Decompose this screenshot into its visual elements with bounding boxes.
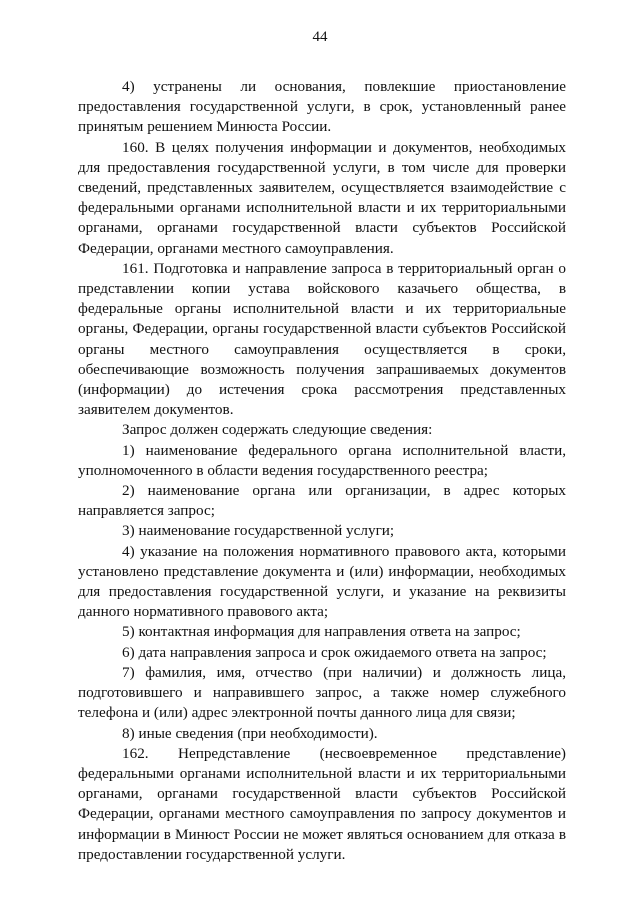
paragraph-160: 160. В целях получения информации и документов, необходимых для предоставления государственной услуги, в том числе для проверки сведений, представленных заявителем, осуществляется взаимодействие с федеральными органами исполнительной власти и их территориальными органами, органами государственной власти субъектов Российской Федерации, органами местного самоуправления. — [78, 138, 566, 257]
list-item-1: 1) наименование федерального органа исполнительной власти, уполномоченного в области ведения государственного реестра; — [78, 441, 566, 479]
paragraph-162: 162. Непредставление (несвоевременное представление) федеральными органами исполнительной власти и их территориальными органами, органами государственной власти субъектов Российской Федерации, органами местного самоуправления по запросу документов и информации в Минюст России не может являться основанием для отказа в предоставлении государственной услуги. — [78, 744, 566, 863]
list-item-4: 4) указание на положения нормативного правового акта, которыми установлено представление документа и (или) информации, необходимых для предоставления государственной услуги, и указание на реквизиты данного нормативного правового акта; — [78, 542, 566, 621]
paragraph-item-4-grounds: 4) устранены ли основания, повлекшие приостановление предоставления государственной услуги, в срок, установленный ранее принятым решением Минюста России. — [78, 78, 566, 136]
list-item-6: 6) дата направления запроса и срок ожидаемого ответа на запрос; — [122, 643, 547, 661]
list-item-5: 5) контактная информация для направления ответа на запрос; — [122, 623, 521, 641]
list-item-7: 7) фамилия, имя, отчество (при наличии) и должность лица, подготовившего и направившего запрос, а также номер служебного телефона и (или) адрес электронной почты данного лица для связи; — [78, 663, 566, 722]
list-item-8: 8) иные сведения (при необходимости). — [122, 724, 378, 742]
request-contents-heading: Запрос должен содержать следующие сведения: — [122, 421, 433, 439]
document-body — [78, 77, 566, 865]
paragraph-161: 161. Подготовка и направление запроса в территориальный орган о представлении копии устава войскового казачьего общества, в федеральные органы исполнительной власти и их территориальные органы, Федерации, органы государственной власти субъектов Российской органы местного самоуправления осуществляется в сроки, обеспечивающие возможность получения запрашиваемых документов (информации) до истечения срока рассмотрения представленных заявителем документов. — [78, 259, 566, 419]
page-number: 44 — [312, 29, 328, 45]
list-item-3: 3) наименование государственной услуги; — [122, 522, 395, 540]
list-item-2: 2) наименование органа или организации, в адрес которых направляется запрос; — [78, 482, 566, 520]
